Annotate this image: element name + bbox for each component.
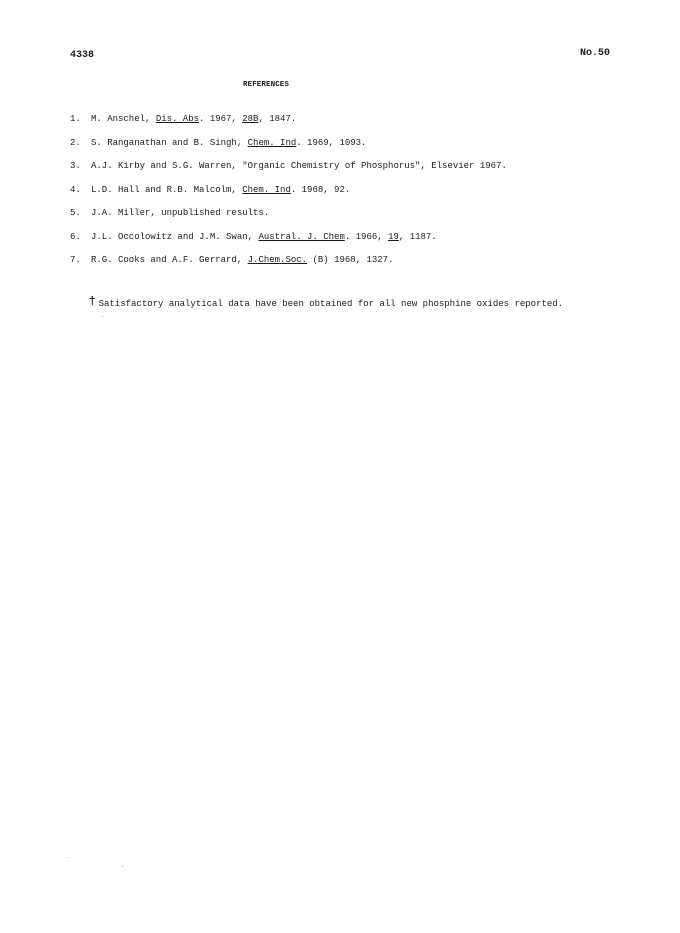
reference-number: 4. xyxy=(70,184,81,195)
page-number: 4338 xyxy=(70,50,95,61)
reference-number: 2. xyxy=(70,137,81,148)
reference-item xyxy=(70,138,507,162)
reference-text xyxy=(91,208,269,218)
reference-citation-underlined: Dis. Abs xyxy=(155,114,200,124)
reference-item xyxy=(70,185,507,209)
reference-text-part: L.D. Hall and R.B. Malcolm, xyxy=(91,184,243,195)
reference-citation-underlined: Austral. J. Chem xyxy=(258,231,345,242)
reference-item xyxy=(70,161,507,185)
reference-item xyxy=(70,232,507,256)
reference-citation-underlined: Chem. Ind xyxy=(242,184,291,195)
reference-text-part: (B) 1968, 1327. xyxy=(307,255,394,265)
scan-speck xyxy=(67,857,68,858)
reference-citation-underlined: 19 xyxy=(388,231,399,242)
reference-item xyxy=(70,208,507,232)
reference-number: 1. xyxy=(70,114,81,124)
reference-number: 3. xyxy=(70,161,81,171)
reference-text xyxy=(91,138,366,148)
reference-citation-underlined: Chem. Ind xyxy=(247,137,297,148)
reference-text-part: . 1968, 92. xyxy=(290,184,351,195)
reference-text-part: J.A. Miller, unpublished results. xyxy=(91,208,270,218)
reference-text xyxy=(91,232,437,242)
reference-text xyxy=(91,114,296,124)
reference-number: 7. xyxy=(70,255,81,265)
reference-number: 6. xyxy=(70,231,81,242)
footnote xyxy=(89,296,563,309)
reference-text-part: , 1187. xyxy=(398,231,437,242)
reference-text-part: , 1847. xyxy=(258,114,297,124)
reference-text-part: R.G. Cooks and A.F. Gerrard, xyxy=(91,255,248,265)
scan-speck xyxy=(102,316,103,317)
reference-text-part: S. Ranganathan and B. Singh, xyxy=(91,137,248,148)
reference-text-part: . 1966, xyxy=(344,231,389,242)
reference-text xyxy=(91,185,350,195)
reference-citation-underlined: J.Chem.Soc. xyxy=(247,255,308,265)
reference-text-part: M. Anschel, xyxy=(91,114,156,124)
reference-text-part: . 1967, xyxy=(199,114,243,124)
reference-citation-underlined: 28B xyxy=(242,114,259,124)
reference-number: 5. xyxy=(70,208,81,218)
dagger-symbol: † xyxy=(89,296,96,308)
reference-item xyxy=(70,114,507,138)
reference-text-part: A.J. Kirby and S.G. Warren, "Organic Chemistry of Phosphorus", Elsevier 1967. xyxy=(91,161,507,171)
references-list xyxy=(70,114,507,279)
scan-speck xyxy=(122,866,123,867)
reference-item xyxy=(70,255,507,279)
reference-text xyxy=(91,161,507,171)
footnote-text: Satisfactory analytical data have been obtained for all new phosphine oxides reported. xyxy=(98,299,564,309)
journal-issue: No.50 xyxy=(579,48,610,59)
reference-text-part: . 1969, 1093. xyxy=(296,137,367,148)
references-heading: REFERENCES xyxy=(243,81,290,89)
reference-text xyxy=(91,255,393,265)
reference-text-part: J.L. Occolowitz and J.M. Swan, xyxy=(91,231,259,242)
